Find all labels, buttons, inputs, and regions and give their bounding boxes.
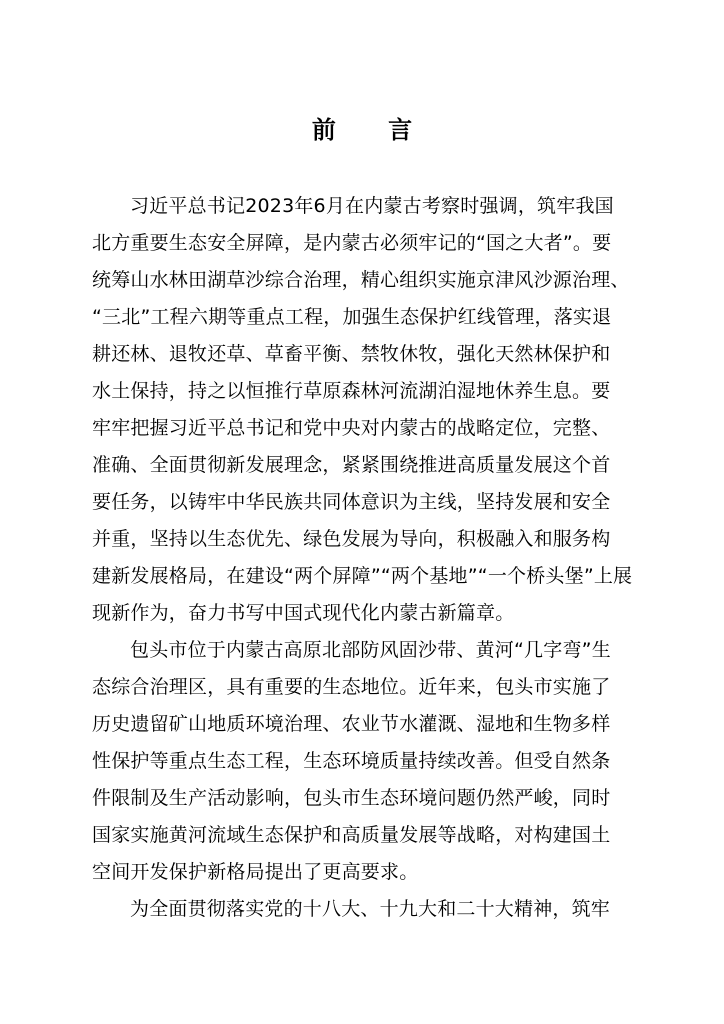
- paragraph-line: 准确、全面贯彻新发展理念，紧紧围绕推进高质量发展这个首: [92, 454, 611, 476]
- document-body: [92, 188, 652, 928]
- paragraph-line: 性保护等重点生态工程，生态环境质量持续改善。但受自然条: [92, 750, 611, 772]
- paragraph-line: 统筹山水林田湖草沙综合治理，精心组织实施京津风沙源治理、: [92, 269, 630, 291]
- paragraph-line: 国家实施黄河流域生态保护和高质量发展等战略，对构建国土: [92, 824, 611, 846]
- paragraph-line: “三北”工程六期等重点工程，加强生态保护红线管理，落实退: [92, 306, 612, 328]
- paragraph-line: 现新作为，奋力书写中国式现代化内蒙古新篇章。: [92, 602, 515, 624]
- paragraph-line: 水土保持，持之以恒推行草原森林河流湖泊湿地休养生息。要: [92, 380, 611, 402]
- paragraph-line: 并重，坚持以生态优先、绿色发展为导向，积极融入和服务构: [92, 528, 611, 550]
- paragraph-line: 耕还林、退牧还草、草畜平衡、禁牧休牧，强化天然林保护和: [92, 343, 611, 365]
- paragraph-line: 习近平总书记2023年6月在内蒙古考察时强调，筑牢我国: [130, 195, 614, 217]
- paragraph-line: 要任务，以铸牢中华民族共同体意识为主线，坚持发展和安全: [92, 491, 611, 513]
- paragraph-line: 牢牢把握习近平总书记和党中央对内蒙古的战略定位，完整、: [92, 417, 611, 439]
- paragraph-line: 为全面贯彻落实党的十八大、十九大和二十大精神，筑牢: [130, 898, 611, 920]
- paragraph-line: 态综合治理区，具有重要的生态地位。近年来，包头市实施了: [92, 676, 611, 698]
- paragraph-line: 包头市位于内蒙古高原北部防风固沙带、黄河“几字弯”生: [130, 639, 611, 661]
- paragraph-line: 历史遗留矿山地质环境治理、农业节水灌溉、湿地和生物多样: [92, 713, 611, 735]
- page-title: 前 言: [311, 116, 435, 144]
- paragraph-line: 空间开发保护新格局提出了更高要求。: [92, 861, 419, 883]
- paragraph-line: 建新发展格局，在建设“两个屏障”“两个基地”“一个桥头堡”上展: [92, 565, 633, 587]
- paragraph-line: 件限制及生产活动影响，包头市生态环境问题仍然严峻，同时: [92, 787, 611, 809]
- paragraph-line: 北方重要生态安全屏障，是内蒙古必须牢记的“国之大者”。要: [92, 232, 612, 254]
